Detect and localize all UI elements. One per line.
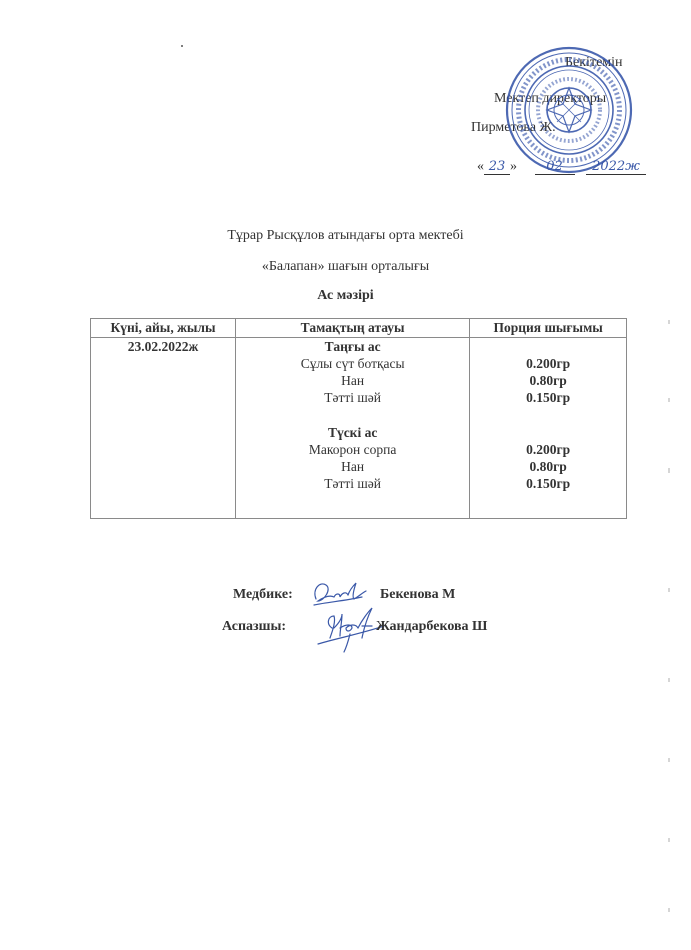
approval-title: Бекітемін — [565, 55, 623, 70]
portion-value: 0.200гр — [526, 356, 571, 371]
approval-name: Пирметова Ж. — [471, 120, 556, 135]
official-seal-icon — [505, 46, 633, 174]
nurse-role-label: Медбике: — [233, 587, 293, 602]
dish-item: Нан — [341, 459, 365, 474]
dish-item: Макорон сорпа — [308, 442, 397, 457]
table-header-row — [91, 319, 627, 338]
cook-role-label: Аспазшы: — [222, 619, 287, 634]
dish-item: Тәтті шәй — [324, 476, 382, 491]
scan-margin-marks — [668, 318, 671, 918]
date-month: 02 — [535, 159, 575, 175]
menu-table — [90, 318, 627, 519]
portion-value: 0.80гр — [529, 459, 567, 474]
cook-name: Жандарбекова Ш — [376, 619, 488, 634]
date-quote-open: « — [477, 159, 484, 174]
center-name: «Балапан» шағын орталығы — [261, 259, 430, 274]
dish-cell — [236, 338, 470, 519]
dish-item: Нан — [341, 373, 365, 388]
column-header-dish: Тамақтың атауы — [236, 319, 470, 338]
dish-item: Тәтті шәй — [324, 390, 382, 405]
dish-item: Сұлы сүт ботқасы — [300, 356, 405, 371]
date-cell: 23.02.2022ж — [91, 338, 236, 519]
breakfast-heading: Таңғы ас — [324, 339, 381, 354]
portion-value: 0.150гр — [526, 476, 571, 491]
portion-value: 0.200гр — [526, 442, 571, 457]
nurse-name: Бекенова М — [380, 587, 456, 602]
portion-value: 0.80гр — [529, 373, 567, 388]
portion-value: 0.150гр — [526, 390, 571, 405]
approval-role: Мектеп директоры — [494, 91, 607, 106]
speck-mark — [181, 45, 183, 47]
date-quote-close: » — [510, 159, 517, 174]
column-header-portion: Порция шығымы — [470, 319, 627, 338]
menu-title: Ас мәзірі — [317, 288, 374, 303]
column-header-date: Күні, айы, жылы — [91, 319, 236, 338]
portion-cell — [470, 338, 627, 519]
lunch-heading: Түскі ас — [327, 425, 378, 440]
date-day: 23 — [484, 159, 510, 175]
school-name: Тұрар Рысқұлов атындағы орта мектебі — [227, 228, 464, 243]
table-row — [91, 338, 627, 519]
date-year: 2022ж — [586, 159, 646, 175]
